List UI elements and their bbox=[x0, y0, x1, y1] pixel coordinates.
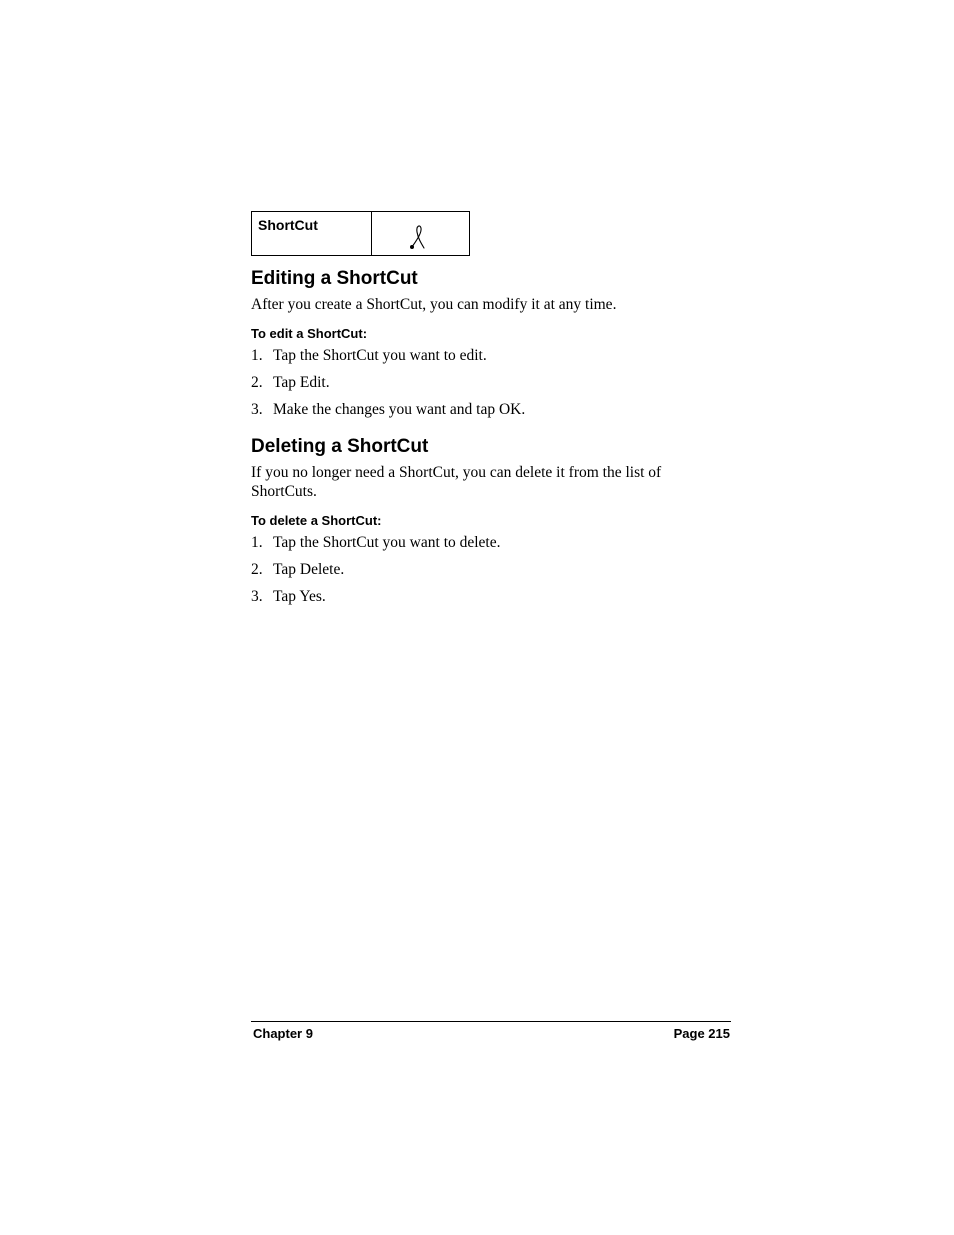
step-text: Tap Delete. bbox=[273, 561, 345, 578]
step-text: Make the changes you want and tap OK. bbox=[273, 401, 526, 418]
step-text: Tap the ShortCut you want to delete. bbox=[273, 534, 501, 551]
footer-chapter: Chapter 9 bbox=[253, 1026, 313, 1041]
deleting-heading: Deleting a ShortCut bbox=[251, 436, 429, 457]
editing-steps-list bbox=[251, 346, 721, 419]
shortcut-label: ShortCut bbox=[258, 217, 318, 233]
deleting-procedure-title: To delete a ShortCut: bbox=[251, 513, 382, 528]
step-number: 1. bbox=[251, 347, 263, 364]
deleting-intro: If you no longer need a ShortCut, you can delete it from the list of ShortCuts. bbox=[251, 464, 662, 500]
footer-divider bbox=[251, 1021, 731, 1022]
step-text: Tap the ShortCut you want to edit. bbox=[273, 347, 487, 364]
step-number: 3. bbox=[251, 588, 263, 605]
list-item bbox=[251, 533, 721, 552]
shortcut-stroke-icon bbox=[408, 223, 430, 253]
step-number: 1. bbox=[251, 534, 263, 551]
editing-procedure-title: To edit a ShortCut: bbox=[251, 326, 368, 341]
shortcut-stroke-cell bbox=[372, 212, 470, 256]
footer-page-number: Page 215 bbox=[673, 1026, 730, 1041]
list-item bbox=[251, 400, 721, 419]
step-text: Tap Edit. bbox=[273, 374, 330, 391]
step-number: 2. bbox=[251, 561, 263, 578]
list-item bbox=[251, 373, 721, 392]
list-item bbox=[251, 587, 721, 606]
step-text: Tap Yes. bbox=[273, 588, 326, 605]
shortcut-label-cell bbox=[252, 212, 372, 256]
deleting-steps-list bbox=[251, 533, 721, 606]
editing-heading: Editing a ShortCut bbox=[251, 268, 418, 289]
step-number: 2. bbox=[251, 374, 263, 391]
editing-intro: After you create a ShortCut, you can modify it at any time. bbox=[251, 296, 617, 313]
deleting-section bbox=[251, 436, 721, 614]
shortcut-stroke-table bbox=[251, 211, 470, 256]
step-number: 3. bbox=[251, 401, 263, 418]
editing-section bbox=[251, 268, 721, 427]
list-item bbox=[251, 560, 721, 579]
list-item bbox=[251, 346, 721, 365]
